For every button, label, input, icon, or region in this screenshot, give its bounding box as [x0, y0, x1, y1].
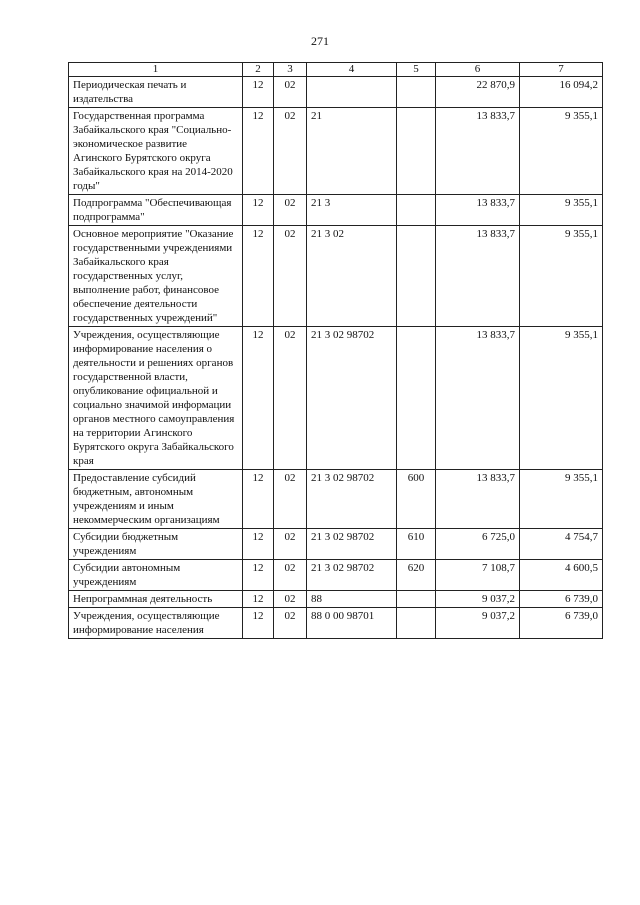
expense-type-cell — [397, 591, 436, 608]
table-row — [69, 608, 603, 639]
subsection-code-cell: 02 — [274, 560, 307, 591]
subsection-code-cell: 02 — [274, 327, 307, 470]
subsection-code-cell: 02 — [274, 591, 307, 608]
expense-type-cell: 600 — [397, 470, 436, 529]
section-code-cell: 12 — [243, 77, 274, 108]
subsection-code-cell: 02 — [274, 608, 307, 639]
amount-cell: 4 754,7 — [520, 529, 603, 560]
column-header: 3 — [274, 63, 307, 77]
amount-cell: 16 094,2 — [520, 77, 603, 108]
expense-type-cell — [397, 327, 436, 470]
target-article-cell: 88 — [307, 591, 397, 608]
section-code-cell: 12 — [243, 195, 274, 226]
budget-table — [68, 62, 603, 639]
column-header: 1 — [69, 63, 243, 77]
amount-cell: 13 833,7 — [436, 108, 520, 195]
amount-cell: 9 037,2 — [436, 591, 520, 608]
amount-cell: 6 725,0 — [436, 529, 520, 560]
table-row — [69, 529, 603, 560]
row-name-cell: Предоставление субсидий бюджетным, автономным учреждениям и иным некоммерческим организациям — [69, 470, 243, 529]
column-header: 6 — [436, 63, 520, 77]
row-name-cell: Подпрограмма "Обеспечивающая подпрограмма" — [69, 195, 243, 226]
amount-cell: 4 600,5 — [520, 560, 603, 591]
section-code-cell: 12 — [243, 226, 274, 327]
section-code-cell: 12 — [243, 327, 274, 470]
amount-cell: 9 037,2 — [436, 608, 520, 639]
column-header: 2 — [243, 63, 274, 77]
table-row — [69, 591, 603, 608]
table-row — [69, 226, 603, 327]
table-body — [69, 77, 603, 639]
subsection-code-cell: 02 — [274, 195, 307, 226]
page-number: 271 — [311, 34, 329, 48]
amount-cell: 13 833,7 — [436, 226, 520, 327]
amount-cell: 13 833,7 — [436, 195, 520, 226]
expense-type-cell: 620 — [397, 560, 436, 591]
row-name-cell: Субсидии автономным учреждениям — [69, 560, 243, 591]
column-header: 5 — [397, 63, 436, 77]
expense-type-cell — [397, 77, 436, 108]
column-header: 7 — [520, 63, 603, 77]
amount-cell: 9 355,1 — [520, 195, 603, 226]
expense-type-cell — [397, 108, 436, 195]
expense-type-cell — [397, 608, 436, 639]
target-article-cell: 21 3 02 98702 — [307, 470, 397, 529]
row-name-cell: Основное мероприятие "Оказание государственными учреждениями Забайкальского края государственных услуг, выполнение работ, финансовое обеспечение деятельности государственных учреждений" — [69, 226, 243, 327]
target-article-cell: 21 — [307, 108, 397, 195]
table-row — [69, 77, 603, 108]
amount-cell: 9 355,1 — [520, 470, 603, 529]
row-name-cell: Учреждения, осуществляющие информирование населения о деятельности и решениях органов государственной власти, опубликование официальной и социально значимой информации органов местного самоуправления на территории Агинского Бурятского округа Забайкальского края — [69, 327, 243, 470]
target-article-cell: 21 3 02 98702 — [307, 327, 397, 470]
amount-cell: 22 870,9 — [436, 77, 520, 108]
section-code-cell: 12 — [243, 529, 274, 560]
expense-type-cell: 610 — [397, 529, 436, 560]
expense-type-cell — [397, 226, 436, 327]
table-row — [69, 108, 603, 195]
row-name-cell: Учреждения, осуществляющие информирование населения — [69, 608, 243, 639]
target-article-cell: 21 3 02 — [307, 226, 397, 327]
amount-cell: 13 833,7 — [436, 327, 520, 470]
table-row — [69, 470, 603, 529]
target-article-cell: 21 3 02 98702 — [307, 560, 397, 591]
target-article-cell: 21 3 — [307, 195, 397, 226]
section-code-cell: 12 — [243, 108, 274, 195]
amount-cell: 7 108,7 — [436, 560, 520, 591]
amount-cell: 9 355,1 — [520, 226, 603, 327]
amount-cell: 6 739,0 — [520, 608, 603, 639]
table-header-row — [69, 63, 603, 77]
column-header: 4 — [307, 63, 397, 77]
target-article-cell — [307, 77, 397, 108]
amount-cell: 9 355,1 — [520, 327, 603, 470]
row-name-cell: Государственная программа Забайкальского края "Социально-экономическое развитие Агинского Бурятского округа Забайкальского края на 2014-2020 годы" — [69, 108, 243, 195]
table-row — [69, 195, 603, 226]
subsection-code-cell: 02 — [274, 529, 307, 560]
expense-type-cell — [397, 195, 436, 226]
section-code-cell: 12 — [243, 470, 274, 529]
amount-cell: 13 833,7 — [436, 470, 520, 529]
subsection-code-cell: 02 — [274, 77, 307, 108]
row-name-cell: Периодическая печать и издательства — [69, 77, 243, 108]
subsection-code-cell: 02 — [274, 226, 307, 327]
section-code-cell: 12 — [243, 560, 274, 591]
amount-cell: 9 355,1 — [520, 108, 603, 195]
subsection-code-cell: 02 — [274, 108, 307, 195]
amount-cell: 6 739,0 — [520, 591, 603, 608]
row-name-cell: Непрограммная деятельность — [69, 591, 243, 608]
target-article-cell: 88 0 00 98701 — [307, 608, 397, 639]
target-article-cell: 21 3 02 98702 — [307, 529, 397, 560]
table-row — [69, 560, 603, 591]
table-row — [69, 327, 603, 470]
section-code-cell: 12 — [243, 591, 274, 608]
section-code-cell: 12 — [243, 608, 274, 639]
row-name-cell: Субсидии бюджетным учреждениям — [69, 529, 243, 560]
subsection-code-cell: 02 — [274, 470, 307, 529]
